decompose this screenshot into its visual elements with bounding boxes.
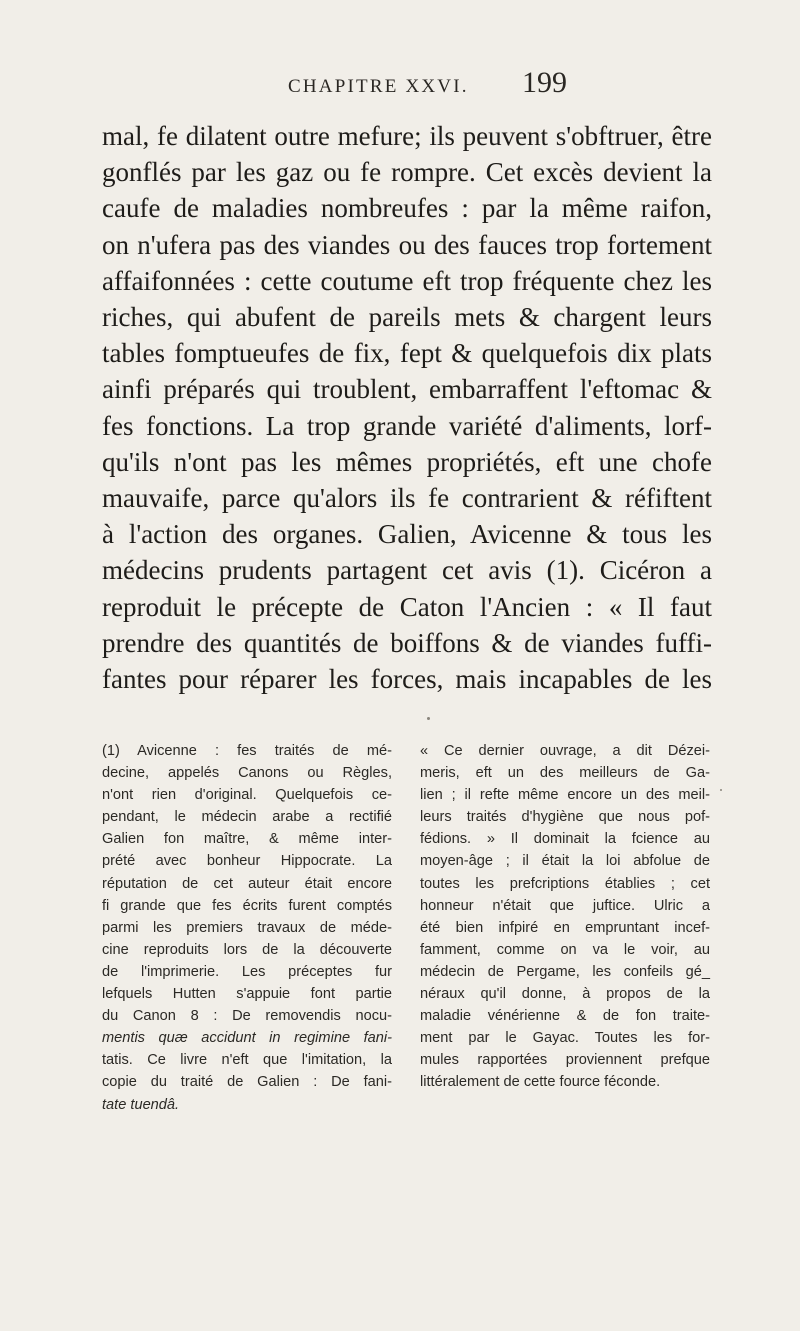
body-line: mal, fe dilatent outre mefure; ils peuvent s'obftruer, être: [102, 121, 712, 151]
body-line: qu'ils n'ont pas les mêmes propriétés, eft une chofe: [102, 446, 712, 477]
footnote-line: néraux qu'il donne, à propos de la: [420, 986, 710, 1003]
footnote-line: mentis quæ accidunt in regimine fani-: [102, 1030, 392, 1047]
body-line: ainfi préparés qui troublent, embarraffent l'eftomac &: [102, 374, 712, 405]
footnote-line: prété avec bonheur Hippocrate. La: [102, 853, 392, 870]
main-body-text: [102, 118, 712, 697]
page-number: 199: [522, 66, 567, 99]
running-head: CHAPITRE XXVI.: [288, 76, 469, 97]
footnote-line: honneur n'était que juftice. Ulric a: [420, 897, 710, 914]
footnote-line: lien ; il refte même encore un des meil-: [420, 787, 710, 804]
footnote-line: toutes les prefcriptions établies ; cet: [420, 875, 710, 892]
footnote-line: (1) Avicenne : fes traités de mé-: [102, 743, 392, 759]
footnote-line: tate tuendâ.: [102, 1096, 180, 1113]
footnote-line: cine reproduits lors de la découverte: [102, 941, 392, 958]
footnote-line: fédions. » Il dominait la fcience au: [420, 831, 710, 848]
footnote-line: de l'imprimerie. Les préceptes fur: [102, 963, 392, 980]
body-line: mauvaife, parce qu'alors ils fe contrarient & réfiftent: [102, 483, 712, 514]
body-line: médecins prudents partagent cet avis (1). Cicéron a: [102, 555, 712, 586]
footnote-line: moyen-âge ; il était la loi abfolue de: [420, 853, 710, 870]
footnote-line: « Ce dernier ouvrage, a dit Dézei-: [420, 743, 710, 759]
body-line: fes fonctions. La trop grande variété d'aliments, lorf-: [102, 410, 712, 441]
body-line: reproduit le précepte de Caton l'Ancien : « Il faut: [102, 591, 712, 622]
footnote-line: parmi les premiers travaux de méde-: [102, 919, 392, 936]
footnote-line: mules rapportées proviennent prefque: [420, 1052, 710, 1069]
footnote-line: été bien infpiré en empruntant incef-: [420, 919, 710, 936]
body-line: gonflés par les gaz ou fe rompre. Cet excès devient la: [102, 157, 712, 188]
footnote-column-left: [102, 740, 392, 1116]
footnote-line: lefquels Hutten s'appuie font partie: [102, 986, 392, 1003]
footnote-line: littéralement de cette fource féconde.: [420, 1074, 661, 1091]
body-line: caufe de maladies nombreufes : par la même raifon,: [102, 193, 712, 224]
footnote-column-right: [420, 740, 710, 1094]
footnote-line: tatis. Ce livre n'eft que l'imitation, la: [102, 1052, 392, 1069]
footnote-line: meris, eft un des meilleurs de Ga-: [420, 765, 710, 782]
footnote-line: médecin de Pergame, les confeils gé_: [420, 963, 710, 980]
footnote-line: famment, comme on va le voir, au: [420, 941, 710, 958]
body-line: à l'action des organes. Galien, Avicenne & tous les: [102, 519, 712, 550]
body-line: tables fomptueufes de fix, fept & quelquefois dix plats: [102, 338, 712, 369]
body-line: affaifonnées : cette coutume eft trop fréquente chez les: [102, 265, 712, 296]
footnote-line: copie du traité de Galien : De fani-: [102, 1074, 392, 1091]
body-line: fantes pour réparer les forces, mais incapables de les: [102, 664, 712, 695]
footnote-line: fi grande que fes écrits furent comptés: [102, 897, 392, 914]
body-line: prendre des quantités de boiffons & de viandes fuffi-: [102, 627, 712, 658]
footnote-line: n'ont rien d'original. Quelquefois ce-: [102, 787, 392, 804]
footnote-line: du Canon 8 : De removendis nocu-: [102, 1008, 392, 1025]
footnote-line: leurs traités d'hygiène que nous pof-: [420, 809, 710, 826]
body-line: riches, qui abufent de pareils mets & chargent leurs: [102, 302, 712, 333]
footnote-line: maladie vénérienne & de fon traite-: [420, 1008, 710, 1025]
footnote-line: réputation de cet auteur était encore: [102, 875, 392, 892]
paper-speck: [427, 717, 430, 720]
footnote-line: ment par le Gayac. Toutes les for-: [420, 1030, 710, 1047]
body-line: on n'ufera pas des viandes ou des fauces trop fortement: [102, 229, 712, 260]
footnote-line: Galien fon maître, & même inter-: [102, 831, 392, 848]
paper-speck: [720, 789, 722, 791]
page-header: [0, 66, 800, 110]
footnote-line: pendant, le médecin arabe a rectifié: [102, 809, 392, 826]
footnote-line: decine, appelés Canons ou Règles,: [102, 765, 392, 782]
